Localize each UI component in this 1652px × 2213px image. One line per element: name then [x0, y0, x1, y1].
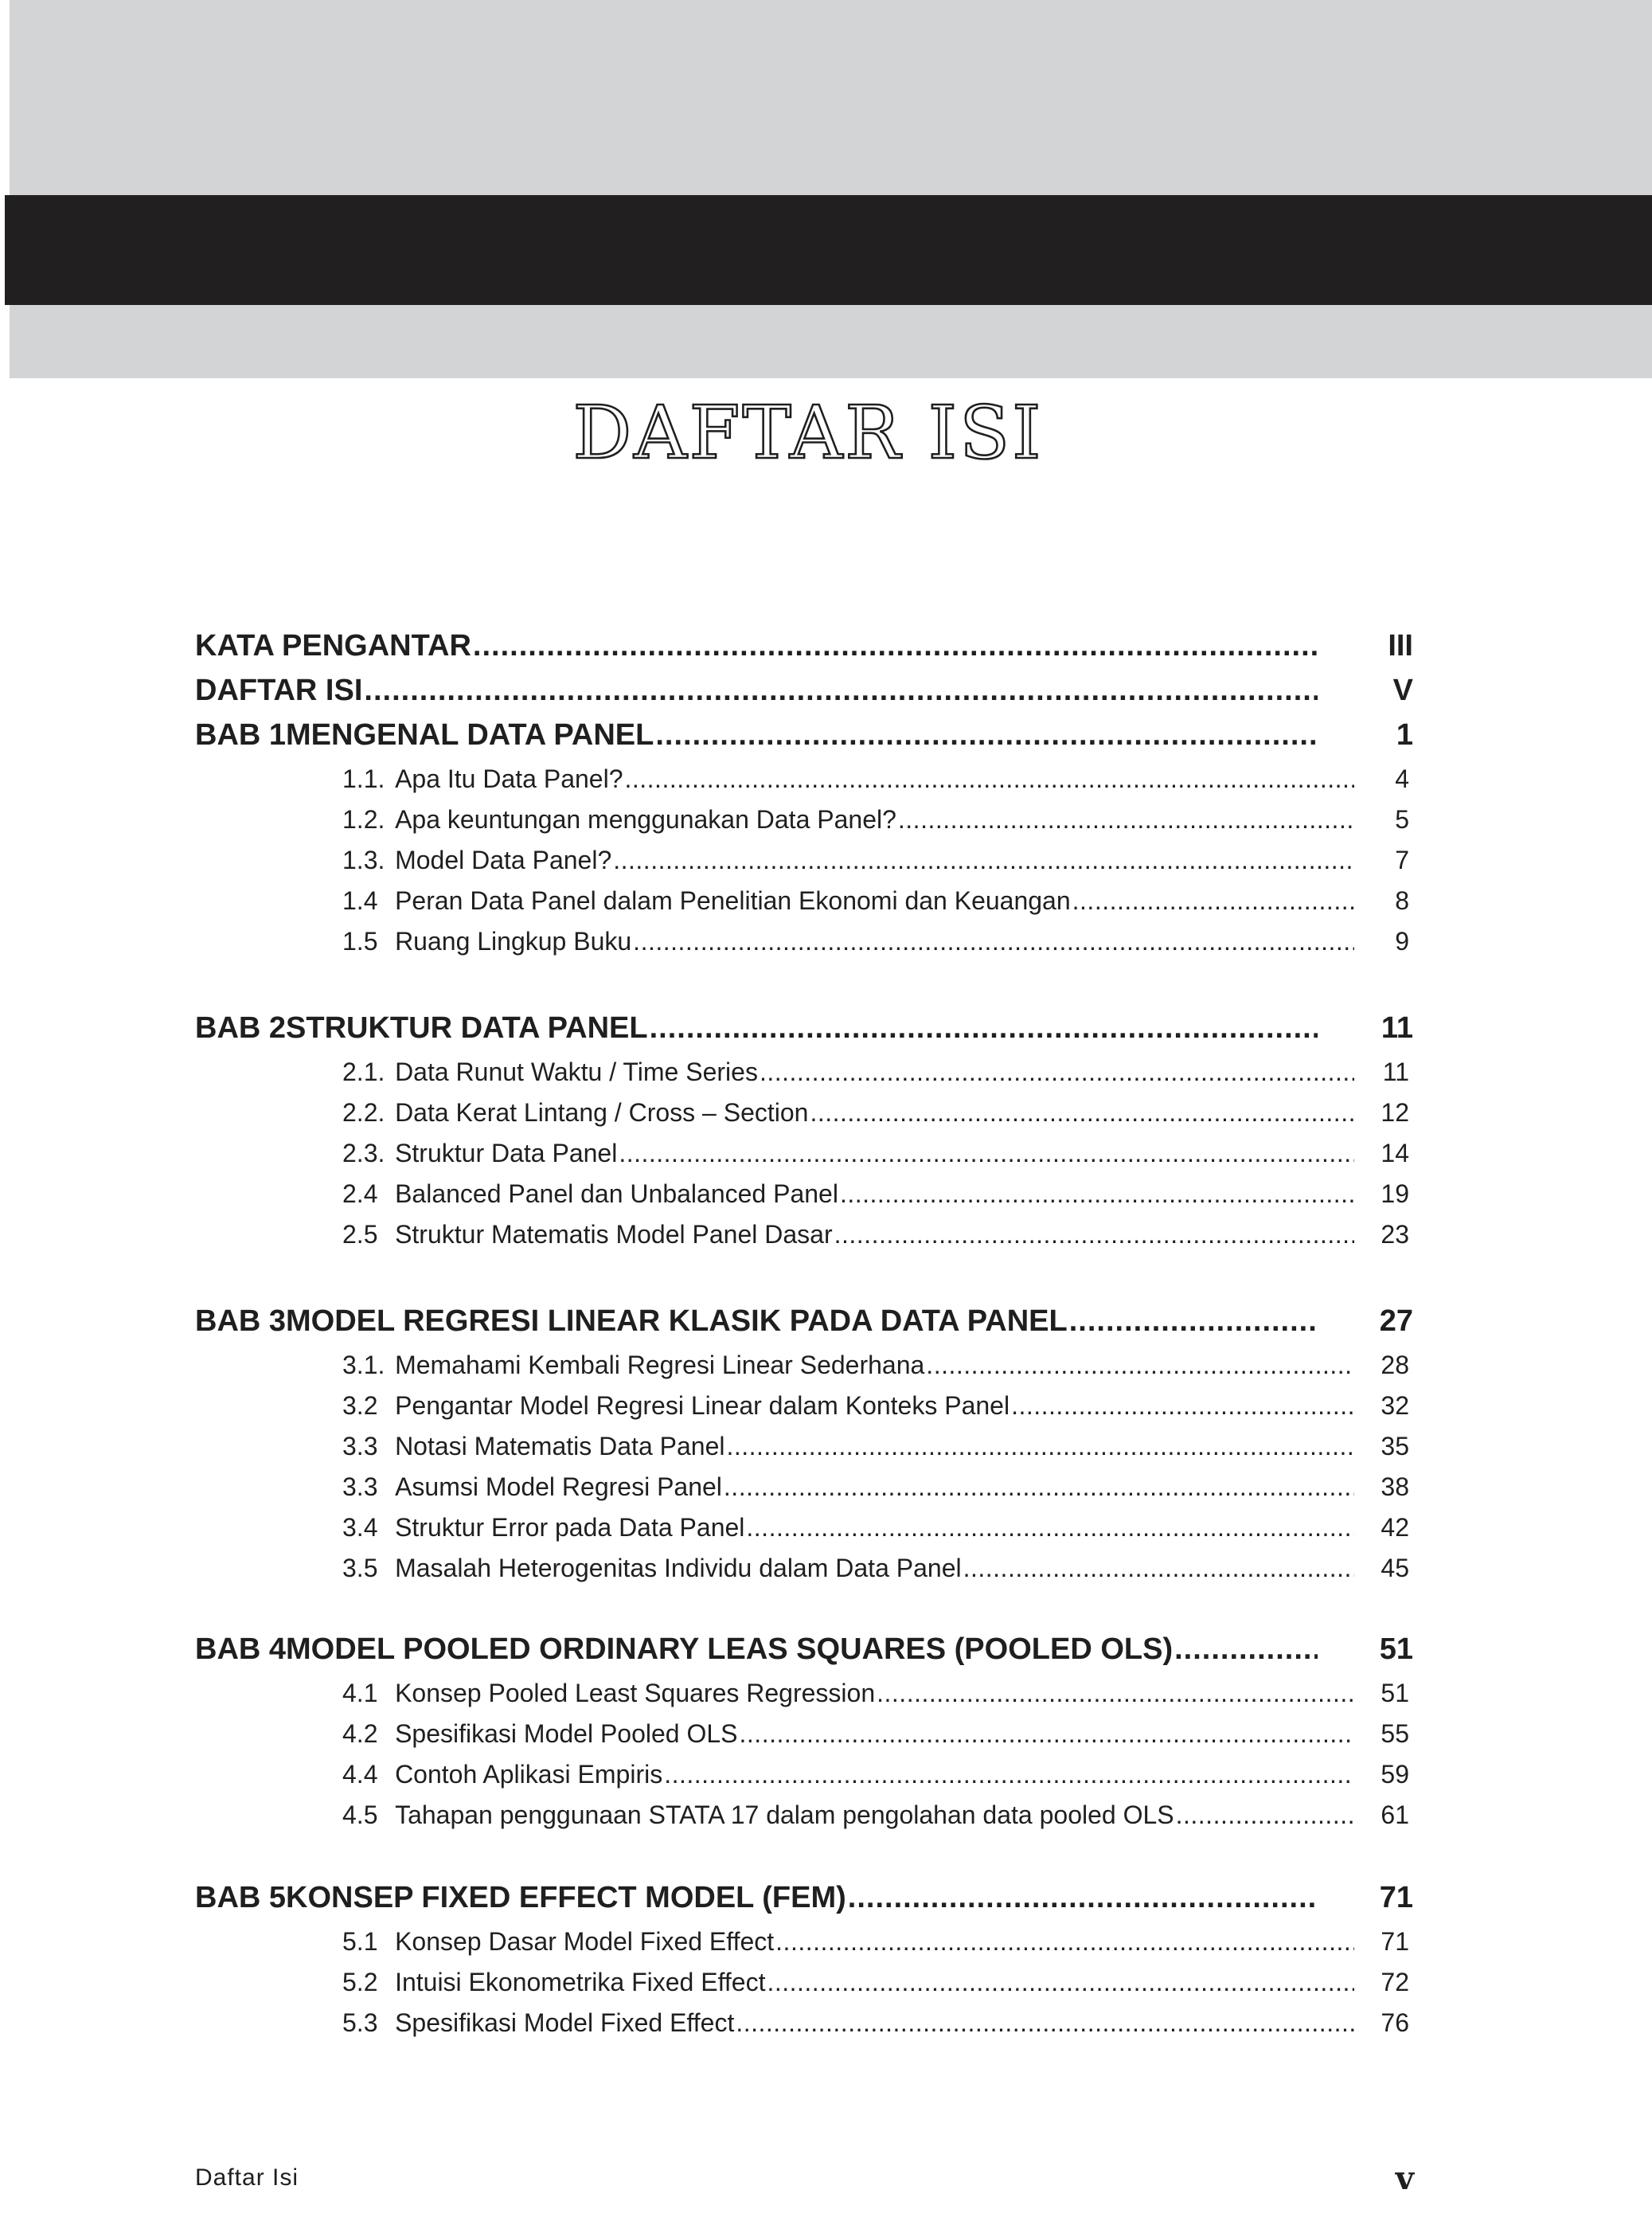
chapter-number: BAB 4 [195, 1632, 287, 1666]
section-number: 3.4 [342, 1513, 378, 1542]
toc-entry-daftar-isi[interactable] [195, 674, 1413, 718]
toc-section-4-5[interactable] [342, 1801, 1409, 1840]
section-page: 45 [1381, 1554, 1409, 1582]
section-title: Spesifikasi Model Pooled OLS [395, 1719, 738, 1748]
section-page: 35 [1381, 1432, 1409, 1460]
toc-section-5-2[interactable] [342, 1968, 1409, 2008]
dot-leader [726, 1432, 1354, 1461]
section-page: 23 [1381, 1220, 1409, 1249]
chapter-number: BAB 5 [195, 1881, 287, 1914]
section-number: 3.2 [342, 1391, 378, 1420]
toc-section-1-1[interactable] [342, 764, 1409, 804]
section-title: Spesifikasi Model Fixed Effect [395, 2008, 735, 2037]
section-number: 5.2 [342, 1968, 378, 1996]
toc-section-2-2[interactable] [342, 1098, 1409, 1138]
page-title: DAFTAR ISI [572, 390, 1044, 475]
section-number: 5.3 [342, 2008, 378, 2037]
section-page: 4 [1395, 764, 1409, 793]
section-page: 59 [1381, 1760, 1409, 1789]
chapter-title: MODEL POOLED ORDINARY LEAS SQUARES (POOLED OLS) [286, 1632, 1174, 1666]
toc-entry-label: KATA PENGANTAR [195, 629, 471, 663]
section-title: Model Data Panel? [395, 846, 612, 874]
section-page: 28 [1381, 1351, 1409, 1379]
section-title: Masalah Heterogenitas Individu dalam Data Panel [395, 1554, 962, 1582]
chapter-title: KONSEP FIXED EFFECT MODEL (FEM) [286, 1881, 846, 1914]
toc-section-3-3b[interactable] [342, 1472, 1409, 1512]
toc-section-1-5[interactable] [342, 927, 1409, 967]
dot-leader [760, 1058, 1354, 1087]
dot-leader [963, 1554, 1354, 1583]
toc-section-2-3[interactable] [342, 1139, 1409, 1179]
section-number: 2.3. [342, 1139, 385, 1167]
section-number: 1.2. [342, 805, 385, 834]
dot-leader [775, 1927, 1354, 1957]
toc-chapter-bab-1[interactable] [195, 718, 1413, 763]
dot-leader [926, 1351, 1354, 1380]
dot-leader [840, 1179, 1354, 1209]
section-page: 71 [1381, 1927, 1409, 1956]
chapter-page: 71 [1379, 1881, 1413, 1914]
dot-leader [473, 629, 1318, 663]
section-number: 3.5 [342, 1554, 378, 1582]
footer-running-title: Daftar Isi [195, 2164, 299, 2191]
dot-leader [1069, 1304, 1318, 1339]
section-number: 3.3 [342, 1432, 378, 1460]
section-title: Peran Data Panel dalam Penelitian Ekonomi dan Keuangan [395, 886, 1071, 915]
section-page: 42 [1381, 1513, 1409, 1542]
section-title: Notasi Matematis Data Panel [395, 1432, 725, 1460]
section-page: 19 [1381, 1179, 1409, 1208]
dot-leader [736, 2008, 1354, 2038]
section-page: 12 [1381, 1098, 1409, 1127]
section-title: Struktur Data Panel [395, 1139, 618, 1167]
toc-section-2-5[interactable] [342, 1220, 1409, 1260]
toc-section-4-1[interactable] [342, 1679, 1409, 1718]
chapter-page: 11 [1381, 1011, 1413, 1045]
section-title: Ruang Lingkup Buku [395, 927, 632, 956]
toc-entry-kata-pengantar[interactable] [195, 629, 1413, 674]
dot-leader [364, 674, 1318, 708]
dot-leader [613, 846, 1354, 875]
toc-section-3-4[interactable] [342, 1513, 1409, 1553]
dot-leader [767, 1968, 1354, 1997]
chapter-title: MODEL REGRESI LINEAR KLASIK PADA DATA PANEL [286, 1304, 1068, 1338]
dot-leader [633, 927, 1354, 956]
section-number: 4.5 [342, 1801, 378, 1829]
toc-section-3-3[interactable] [342, 1432, 1409, 1472]
toc-section-5-3[interactable] [342, 2008, 1409, 2048]
toc-section-1-4[interactable] [342, 886, 1409, 926]
toc-chapter-bab-4[interactable] [195, 1632, 1413, 1677]
toc-section-2-4[interactable] [342, 1179, 1409, 1219]
toc-chapter-bab-5[interactable] [195, 1881, 1413, 1926]
section-number: 2.1. [342, 1058, 385, 1086]
dot-leader [877, 1679, 1354, 1708]
section-number: 3.3 [342, 1472, 378, 1501]
chapter-title: STRUKTUR DATA PANEL [286, 1011, 648, 1045]
section-page: 55 [1381, 1719, 1409, 1748]
dot-leader [1011, 1391, 1354, 1421]
section-title: Asumsi Model Regresi Panel [395, 1472, 722, 1501]
toc-section-4-2[interactable] [342, 1719, 1409, 1759]
toc-section-2-1[interactable] [342, 1058, 1409, 1097]
section-number: 4.4 [342, 1760, 378, 1789]
toc-entry-page: V [1392, 674, 1413, 707]
dot-leader [746, 1513, 1354, 1542]
section-number: 4.1 [342, 1679, 378, 1707]
section-number: 4.2 [342, 1719, 378, 1748]
footer-page-number: v [1395, 2160, 1414, 2197]
section-title: Contoh Aplikasi Empiris [395, 1760, 663, 1789]
section-number: 5.1 [342, 1927, 378, 1956]
section-number: 2.5 [342, 1220, 378, 1249]
dot-leader [624, 764, 1354, 794]
toc-chapter-bab-3[interactable] [195, 1304, 1413, 1349]
dot-leader [724, 1472, 1354, 1502]
section-title: Struktur Matematis Model Panel Dasar [395, 1220, 833, 1249]
section-title: Intuisi Ekonometrika Fixed Effect [395, 1968, 766, 1996]
section-title: Memahami Kembali Regresi Linear Sederhana [395, 1351, 925, 1379]
dot-leader [848, 1881, 1318, 1915]
dot-leader [1072, 886, 1354, 916]
section-title: Pengantar Model Regresi Linear dalam Konteks Panel [395, 1391, 1010, 1420]
section-page: 8 [1395, 886, 1409, 915]
toc-entry-label: DAFTAR ISI [195, 674, 363, 707]
dot-leader [1176, 1801, 1354, 1830]
toc-section-1-3[interactable] [342, 846, 1409, 886]
dot-leader [834, 1220, 1354, 1249]
dot-leader [740, 1719, 1355, 1749]
section-number: 1.3. [342, 846, 385, 874]
toc-section-3-2[interactable] [342, 1391, 1409, 1431]
dot-leader [650, 1011, 1318, 1046]
section-title: Data Runut Waktu / Time Series [395, 1058, 758, 1086]
dot-leader [810, 1098, 1354, 1128]
section-number: 2.4 [342, 1179, 378, 1208]
dot-leader [664, 1760, 1354, 1789]
chapter-page: 27 [1379, 1304, 1413, 1338]
section-title: Data Kerat Lintang / Cross – Section [395, 1098, 809, 1127]
toc-section-3-1[interactable] [342, 1351, 1409, 1390]
toc-section-5-1[interactable] [342, 1927, 1409, 1967]
section-title: Struktur Error pada Data Panel [395, 1513, 745, 1542]
chapter-number: BAB 2 [195, 1011, 287, 1045]
section-title: Konsep Pooled Least Squares Regression [395, 1679, 876, 1707]
section-page: 38 [1381, 1472, 1409, 1501]
chapter-page: 51 [1379, 1632, 1413, 1666]
toc-entry-page: III [1388, 629, 1413, 663]
dot-leader [1174, 1632, 1318, 1667]
section-title: Konsep Dasar Model Fixed Effect [395, 1927, 775, 1956]
section-number: 1.1. [342, 764, 385, 793]
dot-leader [619, 1139, 1354, 1168]
toc-chapter-bab-2[interactable] [195, 1011, 1413, 1056]
section-title: Tahapan penggunaan STATA 17 dalam pengolahan data pooled OLS [395, 1801, 1174, 1829]
section-page: 61 [1381, 1801, 1409, 1829]
section-number: 1.4 [342, 886, 378, 915]
section-title: Balanced Panel dan Unbalanced Panel [395, 1179, 838, 1208]
section-page: 72 [1381, 1968, 1409, 1996]
section-page: 32 [1381, 1391, 1409, 1420]
chapter-page: 1 [1396, 718, 1413, 752]
section-title: Apa keuntungan menggunakan Data Panel? [395, 805, 896, 834]
section-number: 1.5 [342, 927, 378, 956]
chapter-title: MENGENAL DATA PANEL [286, 718, 654, 752]
toc-section-1-2[interactable] [342, 805, 1409, 845]
chapter-number: BAB 3 [195, 1304, 287, 1338]
section-page: 11 [1382, 1058, 1409, 1086]
section-page: 51 [1381, 1679, 1409, 1707]
section-page: 9 [1395, 927, 1409, 956]
toc-section-3-5[interactable] [342, 1554, 1409, 1593]
dot-leader [655, 718, 1318, 753]
section-page: 7 [1395, 846, 1409, 874]
dot-leader [898, 805, 1354, 835]
section-page: 14 [1381, 1139, 1409, 1167]
section-page: 76 [1381, 2008, 1409, 2037]
toc-section-4-4[interactable] [342, 1760, 1409, 1800]
chapter-number: BAB 1 [195, 718, 287, 752]
section-title: Apa Itu Data Panel? [395, 764, 623, 793]
section-number: 3.1. [342, 1351, 385, 1379]
section-page: 5 [1395, 805, 1409, 834]
section-number: 2.2. [342, 1098, 385, 1127]
